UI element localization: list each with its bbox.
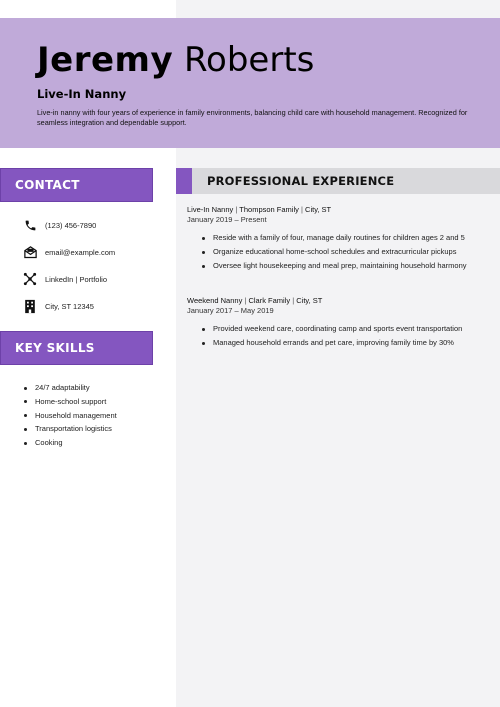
- separator: |: [300, 205, 303, 214]
- job-employer: Thompson Family: [239, 205, 299, 214]
- job-role: Weekend Nanny: [187, 296, 243, 305]
- skills-list: [22, 381, 117, 450]
- contact-email: [22, 243, 115, 261]
- job-bullets: [187, 233, 492, 271]
- summary: Live-in nanny with four years of experience in family environments, balancing child care with household management. Recognized for seamless integration and dependable support.: [37, 108, 468, 127]
- contact-phone: [22, 216, 96, 234]
- first-name: Jeremy: [37, 40, 174, 80]
- job-location: City, ST: [305, 205, 332, 214]
- separator: |: [292, 296, 295, 305]
- job-bullets: [187, 324, 492, 348]
- job-dates: January 2017 – May 2019: [187, 306, 274, 315]
- job-bullet: Provided weekend care, coordinating camp and sports event transportation: [187, 324, 490, 334]
- separator: |: [244, 296, 247, 305]
- heading-accent: [176, 168, 192, 194]
- job-bullet: Managed household errands and pet care, improving family time by 30%: [187, 338, 490, 348]
- email-text[interactable]: email@example.com: [45, 247, 116, 257]
- job-entry: [187, 205, 492, 275]
- building-icon: [22, 298, 38, 314]
- skill-item: 24/7 adaptability: [22, 381, 117, 395]
- job-header: [187, 205, 492, 215]
- job-bullet: Organize educational home-school schedules and extracurricular pickups: [187, 247, 490, 257]
- job-bullet: Oversee light housekeeping and meal prep, maintaining household harmony: [187, 261, 490, 271]
- skill-item: Cooking: [22, 436, 117, 450]
- skill-item: Household management: [22, 409, 117, 423]
- experience-heading-bar: [176, 168, 500, 194]
- job-header: [187, 296, 492, 306]
- contact-location: [22, 297, 94, 315]
- job-location: City, ST: [296, 296, 323, 305]
- job-bullet: Reside with a family of four, manage daily routines for children ages 2 and 5: [187, 233, 490, 243]
- job-entry: [187, 296, 492, 352]
- separator: |: [235, 205, 238, 214]
- envelope-icon: [22, 244, 38, 260]
- links-text[interactable]: LinkedIn | Portfolio: [45, 274, 107, 284]
- contact-links: [22, 270, 107, 288]
- candidate-name: [37, 40, 314, 80]
- network-icon: [22, 271, 38, 287]
- job-dates: January 2019 – Present: [187, 215, 267, 224]
- last-name: Roberts: [183, 40, 315, 80]
- header-band: [0, 18, 500, 148]
- skills-heading: KEY SKILLS: [0, 331, 153, 365]
- experience-heading: PROFESSIONAL EXPERIENCE: [207, 174, 395, 188]
- location-text: City, ST 12345: [45, 301, 94, 311]
- job-title: Live-In Nanny: [37, 87, 127, 101]
- phone-text: (123) 456-7890: [45, 220, 97, 230]
- skill-item: Transportation logistics: [22, 422, 117, 436]
- skill-item: Home-school support: [22, 395, 117, 409]
- contact-heading: CONTACT: [0, 168, 153, 202]
- phone-icon: [22, 217, 38, 233]
- job-role: Live-In Nanny: [187, 205, 234, 214]
- job-employer: Clark Family: [248, 296, 291, 305]
